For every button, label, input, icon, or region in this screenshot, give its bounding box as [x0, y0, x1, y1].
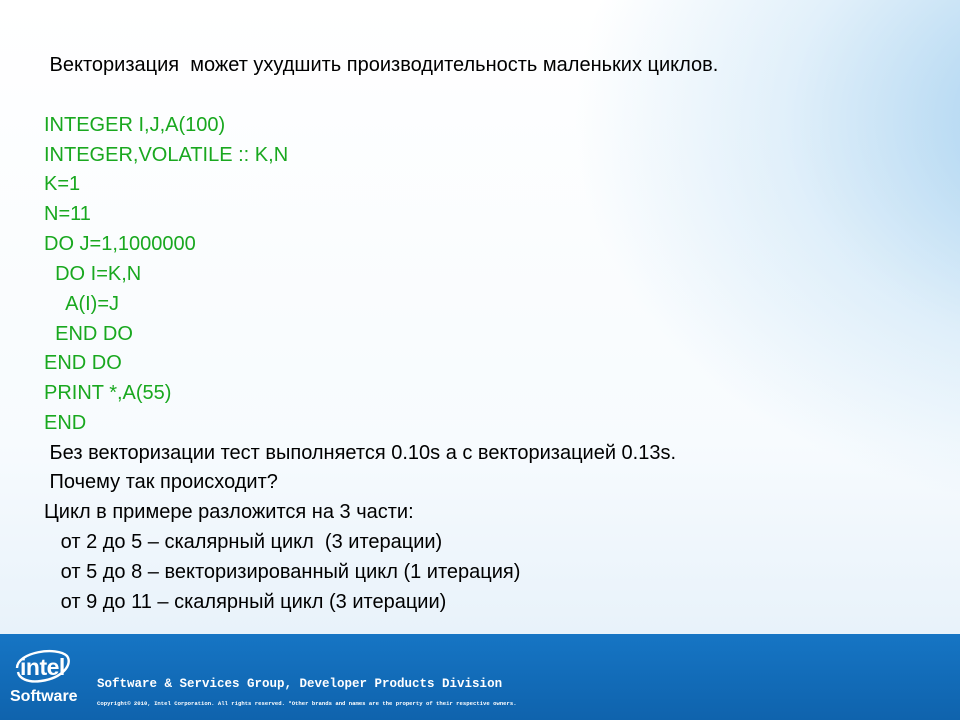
software-wordmark: Software: [10, 688, 78, 705]
split-item: от 9 до 11 – скалярный цикл (3 итерации): [44, 591, 447, 613]
division-title: Software & Services Group, Developer Products Division: [97, 677, 503, 691]
intel-wordmark: intel: [20, 654, 65, 680]
code-line: A(I)=J: [44, 293, 120, 315]
code-line: PRINT *,A(55): [44, 382, 172, 404]
code-line: END: [44, 412, 87, 434]
copyright-notice: Copyright© 2010, Intel Corporation. All rights reserved. *Other brands and names are the property of their respective owners.: [97, 700, 517, 707]
code-line: DO I=K,N: [44, 263, 142, 285]
code-line: K=1: [44, 173, 81, 195]
question-text: Почему так происходит?: [44, 471, 278, 493]
code-line: END DO: [44, 352, 122, 374]
intel-software-logo: [10, 646, 82, 710]
split-heading: Цикл в примере разложится на 3 части:: [44, 501, 414, 523]
code-line: INTEGER,VOLATILE :: K,N: [44, 144, 289, 166]
result-text: Без векторизации тест выполняется 0.10s а с векторизацией 0.13s.: [44, 442, 677, 464]
footer-bar: [0, 634, 960, 720]
split-item: от 5 до 8 – векторизированный цикл (1 итерация): [44, 561, 521, 583]
split-item: от 2 до 5 – скалярный цикл (3 итерации): [44, 531, 443, 553]
code-line: DO J=1,1000000: [44, 233, 196, 255]
code-line: N=11: [44, 203, 91, 225]
code-line: INTEGER I,J,A(100): [44, 114, 226, 136]
code-line: END DO: [44, 323, 133, 345]
intro-text: Векторизация может ухудшить производительность маленьких циклов.: [44, 54, 719, 76]
